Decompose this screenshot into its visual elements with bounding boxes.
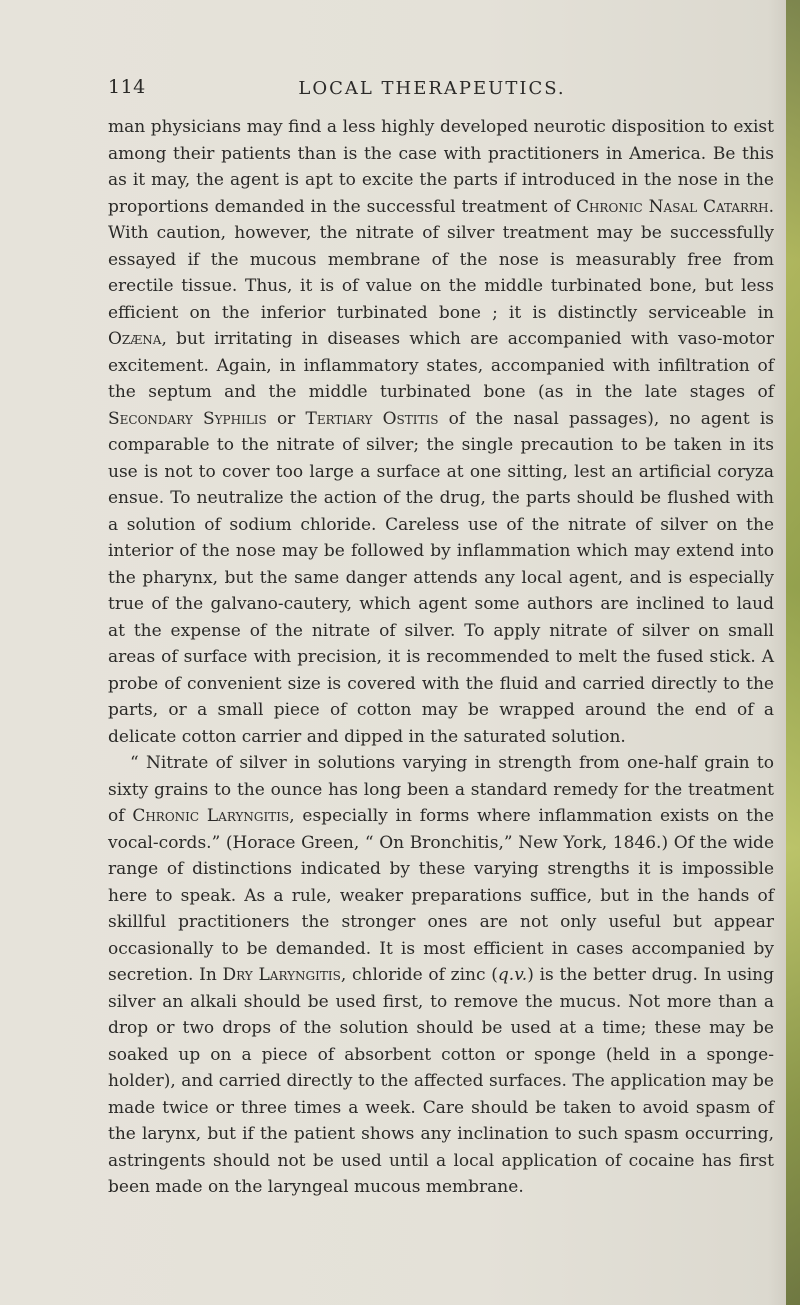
text-run: , especially in forms where inflammation exists on the vocal-cords.” (Horace Green, “ On Bronchitis,” New York, 1846.) Of the wide range of distinctions indicated by these varying strengths it is impossible here to speak. As a rule, weaker preparations suffice, but in the hands of skillful practitioners the stronger ones are not only useful but appear occasionally to be demanded. It is most efficient in cases accompanied by secretion. In — [108, 806, 774, 985]
small-caps-term: Chronic Nasal Catarrh — [575, 196, 769, 217]
paragraph-2 — [108, 750, 774, 1201]
small-caps-term: Dry Laryngitis — [222, 965, 341, 985]
text-run: or — [266, 408, 306, 429]
italic-term: q.v. — [497, 965, 528, 985]
text-run: , but irritating in diseases which are accompanied with vaso-motor excitement. Again, in inflammatory states, accompanied with infiltration of the septum and the middle turbinated bone (as in the late stages of — [108, 329, 774, 402]
text-run: ) is the better drug. In using silver an alkali should be used first, to remove the mucus. Not more than a drop or two drops of the solution should be used at a time; these may be soaked up on a piece of absorbent cotton or sponge (held in a sponge-holder), and carried directly to the affected surfaces. The application may be made twice or three times a week. Care should be taken to avoid spasm of the larynx, but if the patient shows any inclination to such spasm occurring, astringents should not be used until a local application of cocaine has first been made on the laryngeal mucous membrane. — [108, 965, 774, 1197]
text-run: man physicians may find a less highly developed neurotic disposition to exist among their patients than is the case with practitioners in America. Be this as it may, the agent is apt to excite the parts if introduced in the nose in the proportions demanded in the successful treatment of — [108, 117, 774, 217]
paragraph-1 — [108, 114, 774, 750]
page-number: 114 — [108, 76, 146, 98]
body-text — [108, 114, 774, 1201]
text-run: , chloride of zinc ( — [340, 965, 498, 985]
text-run: “ Nitrate of silver in solutions varying in strength from one-half grain to sixty grains to the ounce has long been a standard remedy for the treatment of — [108, 753, 774, 826]
small-caps-term: Ozæna — [108, 329, 162, 349]
page-header — [108, 76, 756, 106]
page-edge — [786, 0, 800, 1305]
small-caps-term: Tertiary Ostitis — [305, 408, 439, 429]
text-run: of the nasal passages), no agent is comparable to the nitrate of silver; the single precaution to be taken in its use is not to cover too large a surface at one sitting, lest an artificial coryza ensue. To neutralize the action of the drug, the parts should be flushed with a solution of sodium chloride. Careless use of the nitrate of silver on the interior of the nose may be followed by inflammation which may extend into the pharynx, but the same danger attends any local agent, and is especially true of the galvano-cautery, which agent some authors are inclined to laud at the expense of the nitrate of silver. To apply nitrate of silver on small areas of surface with precision, it is recommended to melt the fused stick. A probe of convenient size is covered with the fluid and carried directly to the parts, or a small piece of cotton may be wrapped around the end of a delicate cotton carrier and dipped in the saturated solution. — [108, 408, 774, 747]
small-caps-term: Secondary Syphilis — [108, 408, 267, 429]
small-caps-term: Chronic Laryngitis — [132, 806, 290, 826]
running-head: LOCAL THERAPEUTICS. — [298, 78, 566, 99]
text-run: . With caution, however, the nitrate of silver treatment may be successfully essayed if the mucous membrane of the nose is measurably free from erectile tissue. Thus, it is of value on the middle turbinated bone, but less efficient on the inferior turbinated bone ; it is distinctly serviceable in — [108, 196, 774, 323]
